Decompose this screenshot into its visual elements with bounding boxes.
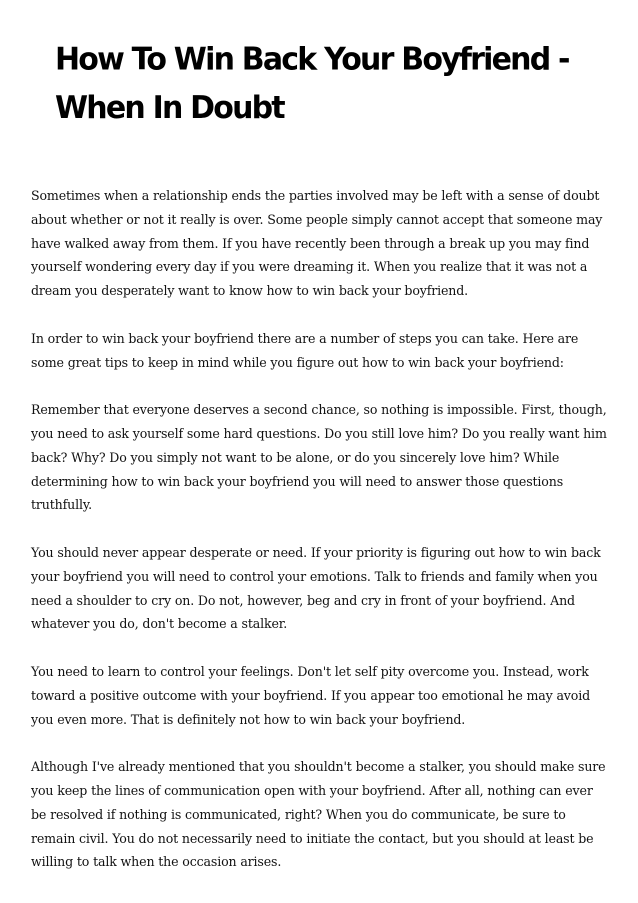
document-body [31,184,611,898]
paragraph-2: In order to win back your boyfriend there are a number of steps you can take. Here are some great tips to keep in mind while you figure out how to win back your boyfriend: [31,330,579,370]
paragraph-5: You need to learn to control your feelings. Don't let self pity overcome you. Instead, work toward a positive outcome with your boyfriend. If you appear too emotional he may avoid you even more. That is definitely not how to win back your boyfriend. [31,663,590,727]
paragraph-1: Sometimes when a relationship ends the parties involved may be left with a sense of doubt about whether or not it really is over. Some people simply cannot accept that someone may have walked away from them. If you have recently been through a break up you may find yourself wondering every day if you were dreaming it. When you realize that it was not a dream you desperately want to know how to win back your boyfriend. [31,188,603,299]
paragraph-6: Although I've already mentioned that you shouldn't become a stalker, you should make sure you keep the lines of communication open with your boyfriend. After all, nothing can ever be resolved if nothing is communicated, right? When you do communicate, be sure to remain civil. You do not necessarily need to initiate the contact, but you should at least be willing to talk when the occasion arises. [31,759,606,870]
paragraph-3: Remember that everyone deserves a second chance, so nothing is impossible. First, though, you need to ask yourself some hard questions. Do you still love him? Do you really want him back? Why? Do you simply not want to be alone, or do you sincerely love him? While determining how to win back your boyfriend you will need to answer those questions truthfully. [31,402,607,513]
paragraph-4: You should never appear desperate or need. If your priority is figuring out how to win back your boyfriend you will need to control your emotions. Talk to friends and family when you need a shoulder to cry on. Do not, however, beg and cry in front of your boyfriend. And whatever you do, don't become a stalker. [31,544,601,632]
page-title: How To Win Back Your Boyfriend - When In Doubt [55,41,569,127]
